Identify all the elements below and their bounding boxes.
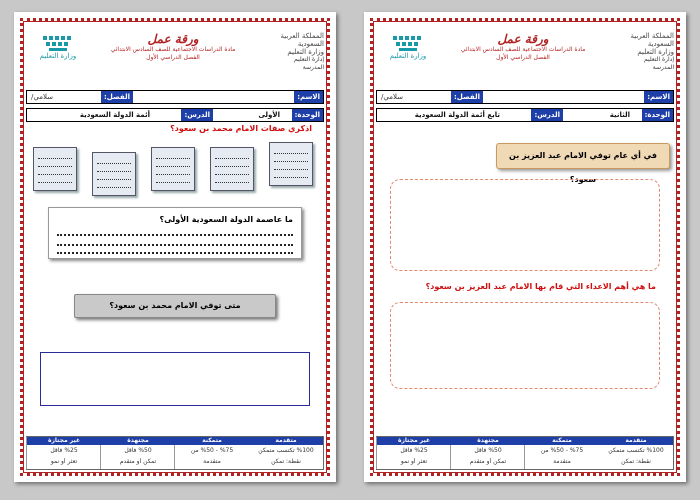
unit-row [26, 108, 324, 122]
unit-value: الثانية [609, 111, 630, 119]
lesson-value: تابع أئمة الدولة السعودية [414, 111, 500, 119]
lesson-label: الدرس: [531, 109, 563, 121]
logo-text: وزارة التعليم [389, 52, 427, 60]
answer-box-2[interactable] [92, 152, 136, 196]
ministry-logo [28, 34, 88, 61]
rubric-level: مجتهدة [101, 437, 175, 445]
rubric-range: %75 - %50 من [190, 447, 234, 454]
dept-text: إدارة التعليم [644, 56, 674, 63]
answer-box-3[interactable] [151, 147, 195, 191]
rubric-range: %50 فأقل [124, 447, 152, 454]
logo-icon [41, 34, 75, 52]
rubric-cell [376, 437, 451, 469]
question-1: في أي عام توفي الامام عبد العزيز بن سعود؟ [496, 143, 670, 169]
rubric-range: %25 فأقل [400, 447, 428, 454]
unit-row [376, 108, 674, 122]
rubric-table [26, 436, 324, 470]
rubric-range: %100 تكتسب متمكن [258, 447, 314, 454]
logo-text: وزارة التعليم [39, 52, 77, 60]
answer-box-4[interactable] [210, 147, 254, 191]
question-3: متى توفي الامام محمد بن سعود؟ [74, 294, 276, 318]
ministry-text: وزارة التعليم [287, 48, 324, 56]
worksheet-term: الفصل الدراسي الأول [496, 54, 550, 61]
answer-box-1[interactable] [33, 147, 77, 191]
ministry-logo [378, 34, 438, 61]
school-text: المدرسة [652, 64, 674, 71]
lesson-label: الدرس: [181, 109, 213, 121]
worksheet-page-right [364, 12, 686, 482]
question-1: اذكري صفات الامام محمد بن سعود؟ [170, 124, 312, 133]
rubric-note: تمكن أو متقدم [119, 458, 157, 465]
rubric-range: %75 - %50 من [540, 447, 584, 454]
greeting-text: سلامي/ [381, 93, 403, 101]
worksheet-title: ورقة عمل [147, 32, 199, 46]
rubric-table [376, 436, 674, 470]
rubric-cell [26, 437, 101, 469]
rubric-level: غير مجتازة [27, 437, 101, 445]
lesson-value: أئمة الدولة السعودية [79, 111, 150, 119]
rubric-level: متقدمة [599, 437, 673, 445]
worksheet-title-block [92, 32, 254, 62]
class-label: الفصل: [451, 91, 483, 103]
rubric-cell [249, 437, 323, 469]
worksheet-title-block [442, 32, 604, 62]
question-2: ما هي أهم الاعداء التي قام بها الامام عبد العزيز بن سعود؟ [425, 282, 656, 291]
rubric-note: تعثر أو نمو [50, 458, 78, 465]
page-header [376, 26, 674, 82]
rubric-level: غير مجتازة [377, 437, 451, 445]
rubric-cell [450, 437, 525, 469]
rubric-cell [100, 437, 175, 469]
rubric-note: نقطة: تمكن [621, 458, 651, 465]
name-label: الاسم: [644, 91, 673, 103]
worksheet-page-left [14, 12, 336, 482]
question-2: ما عاصمة الدولة السعودية الأولى؟ [159, 215, 293, 224]
rubric-note: تمكن أو متقدم [469, 458, 507, 465]
rubric-note: متقدمة [203, 458, 221, 465]
answer-area-1[interactable] [390, 179, 660, 271]
ministry-block [614, 32, 674, 72]
kingdom-text: المملكة العربية السعودية [630, 32, 674, 48]
school-text: المدرسة [302, 64, 324, 71]
rubric-level: متمكنة [175, 437, 249, 445]
rubric-cell [599, 437, 673, 469]
capital-question-box[interactable] [48, 207, 302, 259]
rubric-cell [174, 437, 249, 469]
dept-text: إدارة التعليم [294, 56, 324, 63]
worksheet-subtitle: مادة الدراسات الاجتماعية للصف السادس الابتدائي [460, 46, 586, 53]
name-label: الاسم: [294, 91, 323, 103]
rubric-level: مجتهدة [451, 437, 525, 445]
kingdom-text: المملكة العربية السعودية [280, 32, 324, 48]
rubric-level: متقدمة [249, 437, 323, 445]
rubric-level: متمكنة [525, 437, 599, 445]
worksheet-term: الفصل الدراسي الأول [146, 54, 200, 61]
answer-box-5[interactable] [269, 142, 313, 186]
unit-label: الوحدة: [292, 109, 323, 121]
unit-label: الوحدة: [642, 109, 673, 121]
worksheet-subtitle: مادة الدراسات الاجتماعية للصف السادس الابتدائي [110, 46, 236, 53]
answer-area[interactable] [40, 352, 310, 406]
rubric-range: %100 تكتسب متمكن [608, 447, 664, 454]
class-label: الفصل: [101, 91, 133, 103]
answer-area-2[interactable] [390, 302, 660, 389]
rubric-note: تعثر أو نمو [400, 458, 428, 465]
greeting-text: سلامي/ [31, 93, 53, 101]
rubric-note: متقدمة [553, 458, 571, 465]
rubric-note: نقطة: تمكن [271, 458, 301, 465]
name-row [376, 90, 674, 104]
name-row [26, 90, 324, 104]
unit-value: الأولى [258, 111, 280, 119]
ministry-block [264, 32, 324, 72]
rubric-cell [524, 437, 599, 469]
page-header [26, 26, 324, 82]
ministry-text: وزارة التعليم [637, 48, 674, 56]
logo-icon [391, 34, 425, 52]
rubric-range: %50 فأقل [474, 447, 502, 454]
worksheet-title: ورقة عمل [497, 32, 549, 46]
rubric-range: %25 فأقل [50, 447, 78, 454]
